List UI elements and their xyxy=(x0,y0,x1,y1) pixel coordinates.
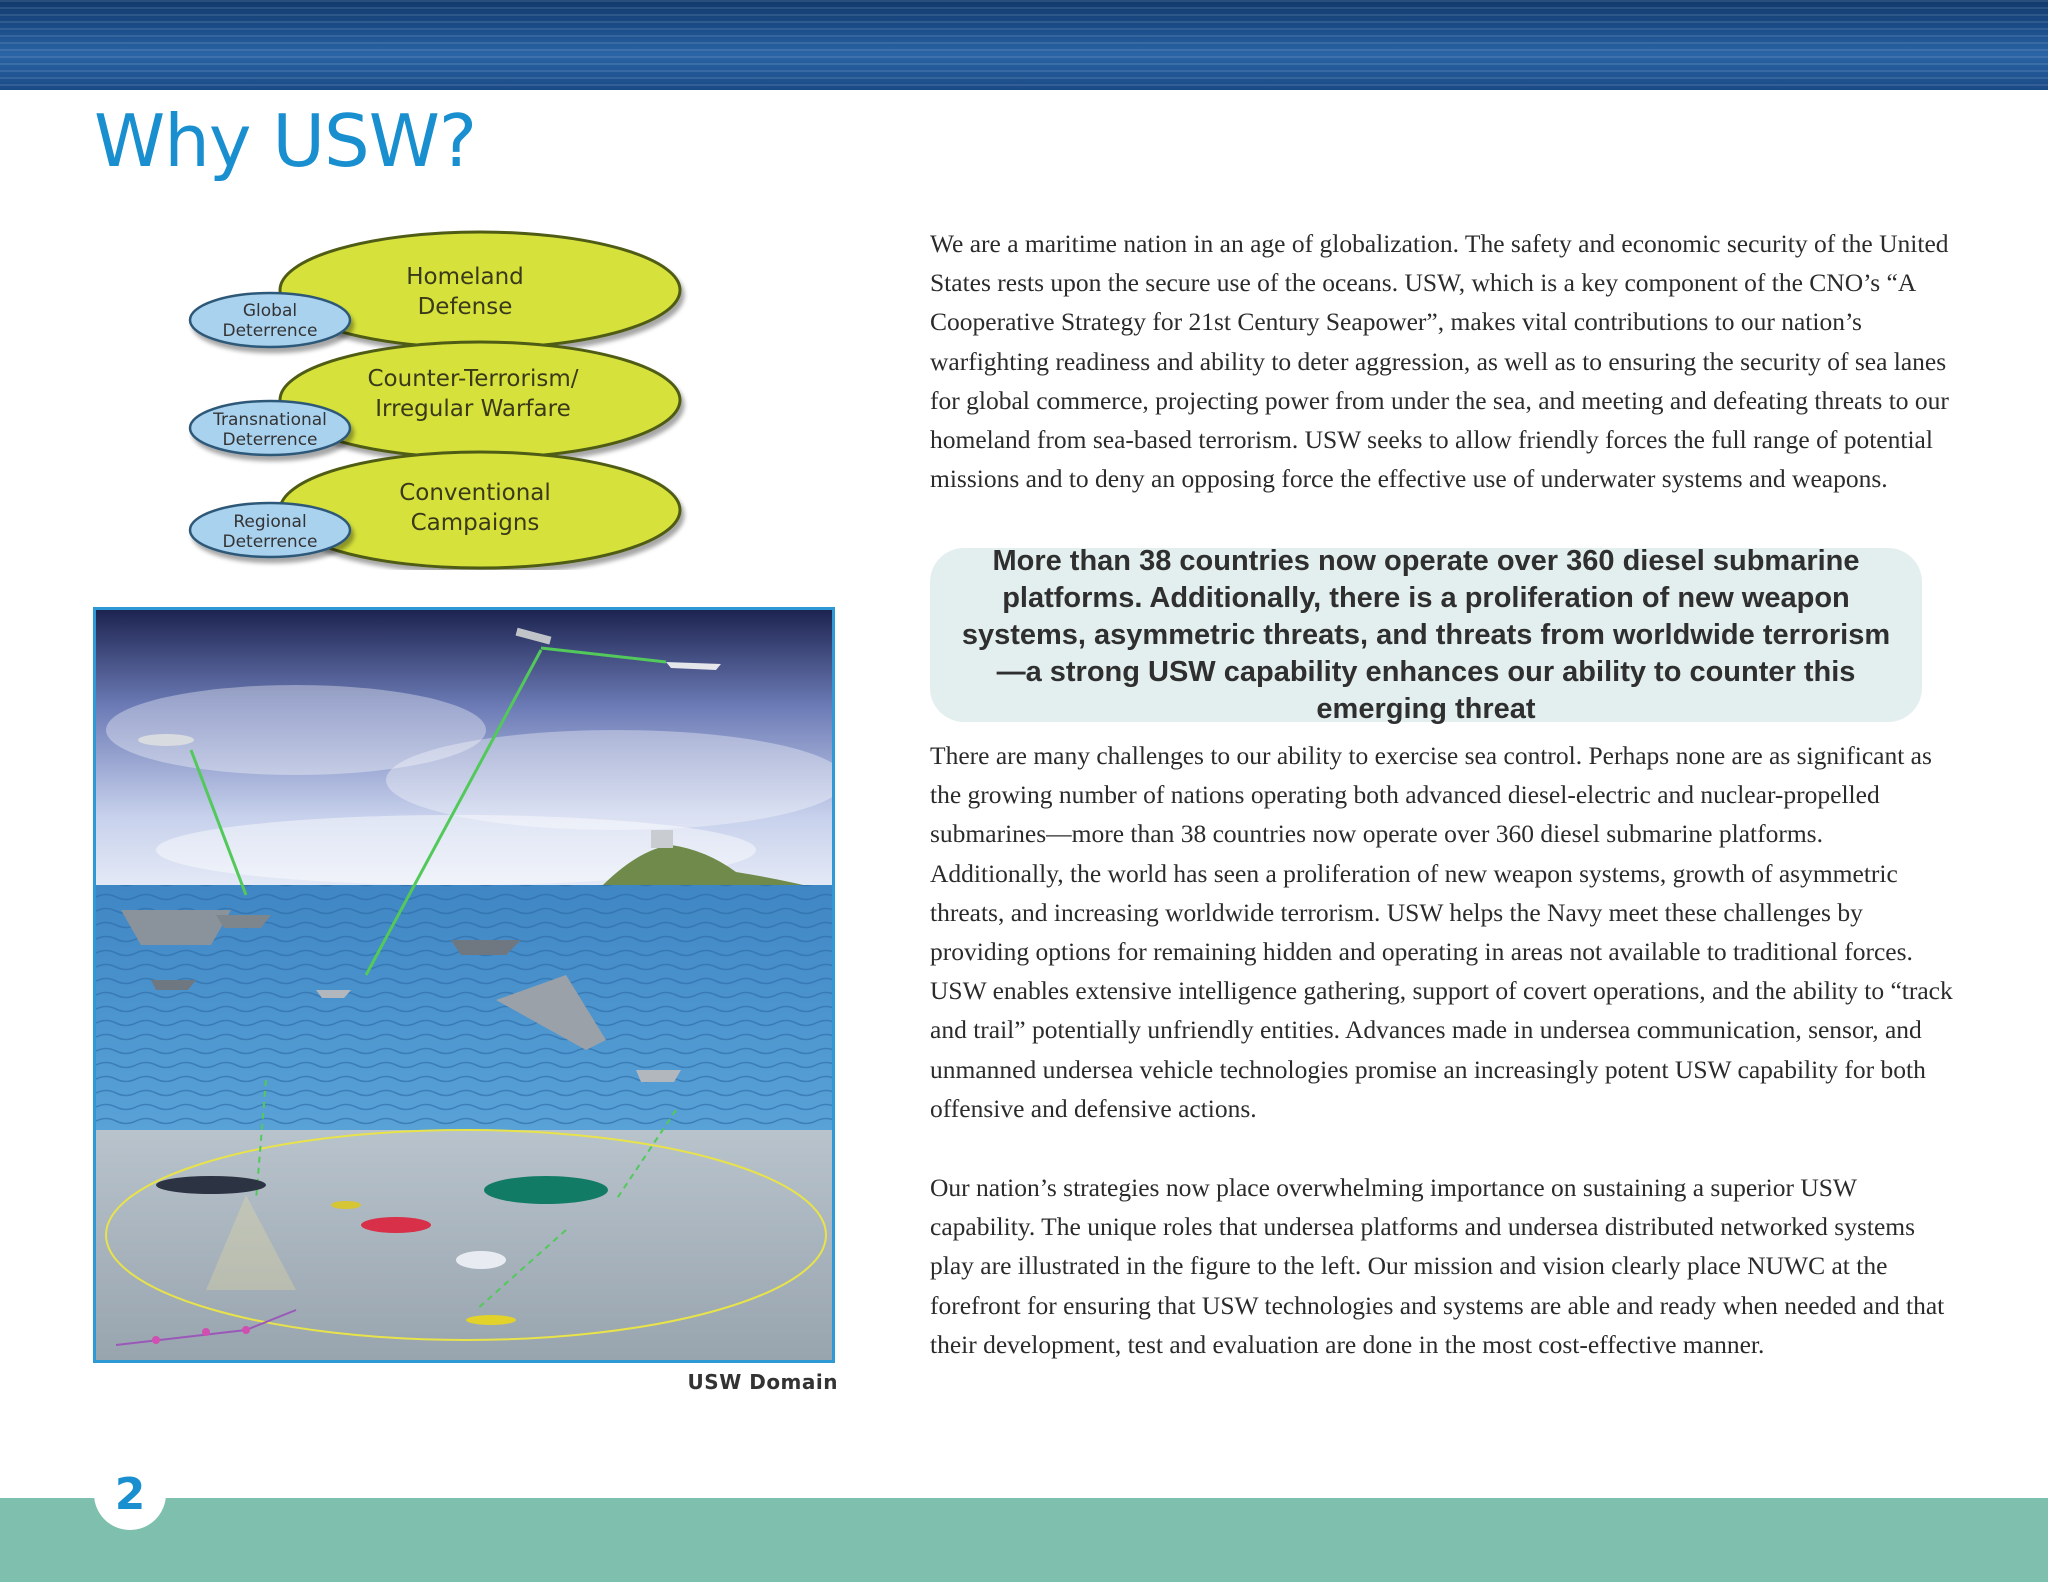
uuv-yellow xyxy=(466,1315,516,1325)
mission-deterrence-diagram xyxy=(160,230,700,570)
homeland-label-line2: Defense xyxy=(417,294,513,320)
conventional-line2: Campaigns xyxy=(410,510,540,536)
challenges-paragraph: There are many challenges to our ability to exercise sea control. Perhaps none are as significant as the growing number of nations operating both advanced diesel-electric and nuclear-propelled submarines—more than 38 countries now operate over 360 diesel submarine platforms. Additionally, the world has seen a proliferation of new weapon systems, growth of asymmetric threats, and increasing worldwide terrorism. USW helps the Navy meet these challenges by providing options for remaining hidden and operating in areas not available to traditional forces. USW enables extensive intelligence gathering, support of covert operations, and the ability to “track and trail” potentially unfriendly entities. Advances made in undersea communication, sensor, and unmanned undersea vehicle technologies promise an increasingly potent USW capability for both offensive and defensive actions. xyxy=(930,741,1953,1123)
pull-quote-text: More than 38 countries now operate over 360 diesel submarine platforms. Additionally, there is a proliferation of new weapon systems, asymmetric threats, and threats from worldwide terrorism—a strong USW capability enhances our ability to counter this emerging threat xyxy=(961,544,1891,725)
undersea-area xyxy=(96,1130,832,1360)
regional-deterrence-line2: Deterrence xyxy=(222,532,318,552)
page-number: 2 xyxy=(94,1458,166,1530)
diagram-row-conventional xyxy=(190,452,680,568)
usw-domain-illustration xyxy=(93,607,835,1363)
counter-terrorism-line1: Counter-Terrorism/ xyxy=(367,366,579,392)
page-title: Why USW? xyxy=(94,99,477,183)
submarine-red xyxy=(361,1217,431,1233)
transnational-deterrence-line1: Transnational xyxy=(213,410,327,430)
footer-band xyxy=(0,1498,2048,1582)
intro-paragraph: We are a maritime nation in an age of globalization. The safety and economic security of the United States rests upon the secure use of the oceans. USW, which is a key component of the CNO’s “A Cooperative Strategy for 21st Century Seapower”, makes vital contributions to our nation’s warfighting readiness and ability to deter aggression, as well as to ensuring the security of sea lanes for global commerce, projecting power from under the sea, and meeting and defeating threats to our homeland from sea-based terrorism. USW seeks to allow friendly forces the full range of potential missions and to deny an opposing force the effective use of underwater systems and weapons. xyxy=(930,229,1949,494)
conventional-line1: Conventional xyxy=(399,480,551,506)
submarine-dark xyxy=(156,1176,266,1194)
global-deterrence-line2: Deterrence xyxy=(222,321,318,341)
header-ocean-band xyxy=(0,0,2048,90)
global-deterrence-line1: Global xyxy=(242,301,298,321)
submarine-green xyxy=(484,1176,608,1204)
homeland-label-line1: Homeland xyxy=(406,264,524,290)
diagram-row-counter-terrorism xyxy=(190,342,680,458)
regional-deterrence-line1: Regional xyxy=(233,512,307,532)
uuv-disc xyxy=(456,1251,506,1269)
strategy-paragraph: Our nation’s strategies now place overwhelming importance on sustaining a superior USW capability. The unique roles that undersea platforms and undersea distributed networked systems play are illustrated in the figure to the left. Our mission and vision clearly place NUWC at the forefront for ensuring that USW technologies and systems are able and ready when needed and that their development, test and evaluation are done in the most cost-effective manner. xyxy=(930,1173,1945,1359)
transnational-deterrence-line2: Deterrence xyxy=(222,430,318,450)
counter-terrorism-line2: Irregular Warfare xyxy=(375,396,571,422)
figure-caption: USW Domain xyxy=(687,1370,838,1394)
helicopter-icon xyxy=(138,734,194,746)
diagram-row-homeland xyxy=(190,232,680,348)
pull-quote-callout xyxy=(930,544,1922,725)
